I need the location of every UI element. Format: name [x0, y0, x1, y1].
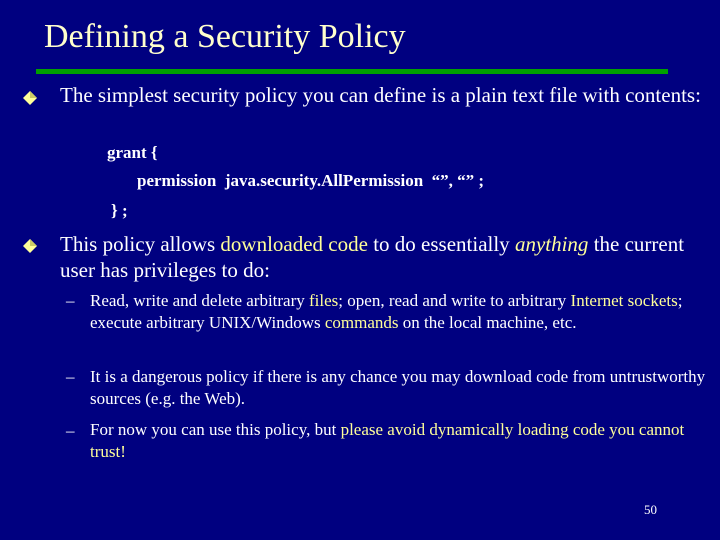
title-divider	[36, 69, 668, 74]
sub-1-text-b: ; open, read and write to arbitrary	[338, 291, 571, 310]
sub-bullet-3	[90, 419, 706, 463]
bullet-text-1: The simplest security policy you can define is a plain text file with contents:	[60, 83, 701, 107]
code-line-3: } ;	[111, 201, 128, 220]
dash-bullet: –	[66, 291, 75, 310]
sub-bullet-2: It is a dangerous policy if there is any chance you may download code from untrustworthy sources (e.g. the Web).	[90, 367, 706, 408]
highlight-avoid-dynamic-loading: please avoid dynamically loading code you cannot trust!	[90, 420, 685, 461]
bullet-text-2	[60, 231, 710, 283]
sub-1-text-c: ; execute arbitrary UNIX/Windows	[90, 291, 683, 332]
highlight-internet-sockets: Internet sockets	[570, 291, 678, 310]
bullet-2-text-b: to do essentially	[367, 232, 515, 256]
code-line-2: permission java.security.AllPermission “”, “” ;	[137, 171, 485, 190]
sub-1-text-a: Read, write and delete arbitrary	[90, 291, 310, 310]
diamond-bullet-icon	[22, 236, 38, 256]
bullet-2-text-a: This policy allows	[60, 232, 221, 256]
highlight-downloaded-code: downloaded code	[220, 232, 368, 256]
code-line-1: grant {	[107, 143, 158, 162]
highlight-commands: commands	[324, 313, 399, 332]
dash-bullet: –	[66, 421, 75, 440]
dash-bullet: –	[66, 367, 75, 386]
page-number: 50	[644, 502, 657, 517]
emphasis-anything: anything	[514, 232, 589, 256]
sub-3-text-a: For now you can use this policy, but	[90, 420, 341, 439]
sub-1-text-d: on the local machine, etc.	[398, 313, 577, 332]
bullet-2-text-c: the current user has privileges to do:	[60, 232, 685, 282]
diamond-bullet-icon	[22, 88, 38, 108]
sub-bullet-1	[90, 290, 706, 334]
slide-title: Defining a Security Policy	[44, 18, 406, 55]
highlight-files: files	[309, 291, 339, 310]
